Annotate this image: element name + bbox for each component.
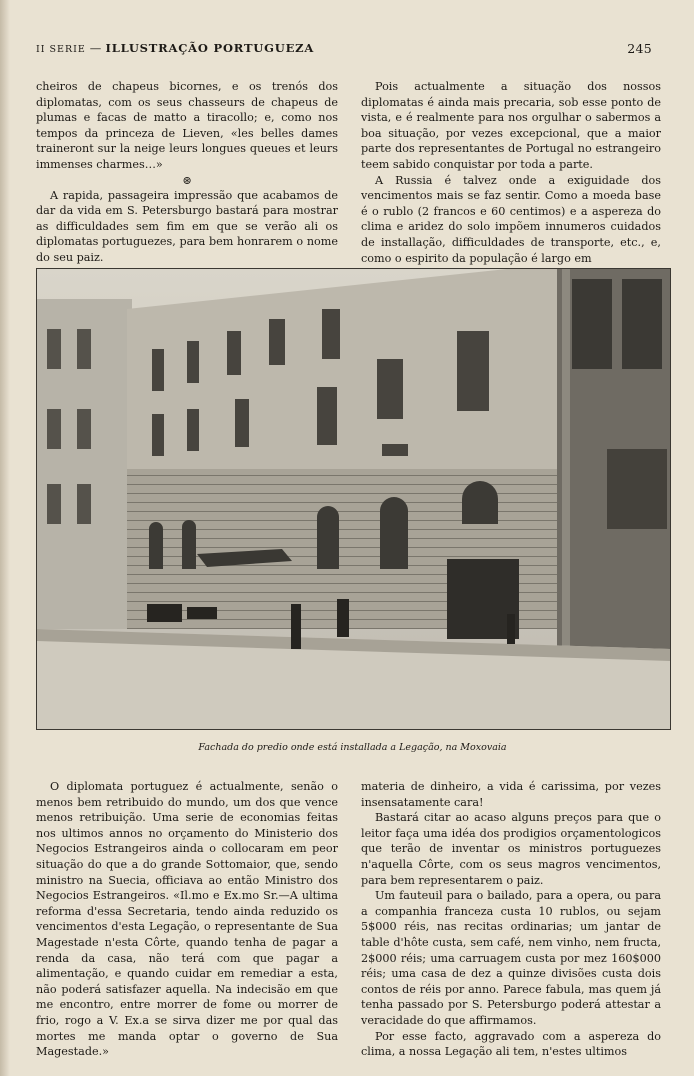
column-top-right: [361, 79, 661, 266]
paragraph: Bastará citar ao acaso alguns preços para que o leitor faça uma idéa dos prodigios orçamentologicos que terão de inventar os ministros portuguezes n'aquella Côrte, com os seus magros vencimentos, para bem representarem o paiz.: [361, 811, 661, 887]
paragraph: O diplomata portuguez é actualmente, senão o menos bem retribuido do mundo, um dos que vence menos retribuição. Uma serie de economias feitas nos ultimos annos no orçamento do Ministerio dos Negocios Estrangeiros ainda o collocaram em peor situação do que a do grande Sottomaior, que, sendo ministro na Suecia, officiava ao então Ministro dos Negocios Estrangeiros. «Il.mo e Ex.mo Sr.—A ultima reforma d'essa Secretaria, tendo ainda reduzido os vencimentos d'esta Legação, o representante de Sua Magestade n'esta Côrte, quando tenha de pagar a renda da casa, não terá com que pagar a alimentação, e quando cuidar em remediar a esta, não poderá satisfazer aquella. Na indecisão em que me encontro, entre morrer de fome ou morrer de frio, rogo a V. Ex.a se sirva dizer me por qual das mortes me manda optar o governo de Sua Magestade.»: [36, 780, 338, 1059]
column-bottom-left: [36, 779, 338, 1060]
page-number: 245: [627, 41, 652, 56]
building-photograph: [36, 268, 671, 730]
paragraph: Pois actualmente a situação dos nossos diplomatas é ainda mais precaria, sob esse ponto de vista, e é realmente para nos orgulhar o sabermos a boa situação, por vezes excepcional, que a maior parte dos representantes de Portugal no estrangeiro teem sabido conquistar por toda a parte.: [361, 80, 661, 171]
page-fold-shadow: [0, 0, 10, 1076]
paragraph: materia de dinheiro, a vida é carissima, por vezes insensatamente cara!: [361, 780, 661, 809]
paragraph: Por esse facto, aggravado com a aspereza do clima, a nossa Legação ali tem, n'estes ultimos: [361, 1029, 661, 1059]
paragraph: cheiros de chapeus bicornes, e os trenós dos diplomatas, com os seus chasseurs de chapeus de plumas e facas de matto a tiracollo; e, como nos tempos da princeza de Lieven, «les belles dames traineront sur la neige leurs longues queues et leurs immenses charmes…»: [36, 80, 338, 171]
column-bottom-right: [361, 779, 661, 1060]
paragraph: A Russia é talvez onde a exiguidade dos vencimentos mais se faz sentir. Como a moeda base é o rublo (2 francos e 60 centimos) e a aspereza do clima e aridez do solo impõem innumeros cuidados de installação, difficuldades de transporte, etc., e, como o espirito da população é largo em: [361, 173, 661, 265]
building-facade-illustration: [37, 269, 670, 729]
header-dash: —: [85, 41, 106, 55]
photo-caption: Fachada do predio onde está installada a Legação, na Moxovaia: [198, 742, 507, 753]
ornament-icon: ⊛: [182, 173, 192, 187]
column-top-left: [36, 79, 338, 266]
paragraph: A rapida, passageira impressão que acabamos de dar da vida em S. Petersburgo bastará para mostrar as difficuldades sem fim em que se verão ali os diplomatas portuguezes, para bem honrarem o nome do seu paiz.: [36, 188, 338, 264]
running-header: [36, 41, 652, 57]
header-magazine-title: ILLUSTRAÇÃO PORTUGUEZA: [105, 41, 315, 55]
paragraph: Um fauteuil para o bailado, para a opera, ou para a companhia franceza custa 10 rublos, ou sejam 5$000 réis, nas recitas ordinarias; um jantar de table d'hôte custa, sem café, nem vinho, nem fructa, 2$000 réis; uma carruagem custa por mez 160$000 réis; uma casa de dez a quinze divisões custa dois contos de réis por anno. Parece fabula, mas quem já tenha passado por S. Petersburgo poderá attestar a veracidade do que affirmamos.: [361, 889, 661, 1027]
header-serie: II SERIE: [36, 44, 86, 55]
header-title: [36, 41, 314, 55]
